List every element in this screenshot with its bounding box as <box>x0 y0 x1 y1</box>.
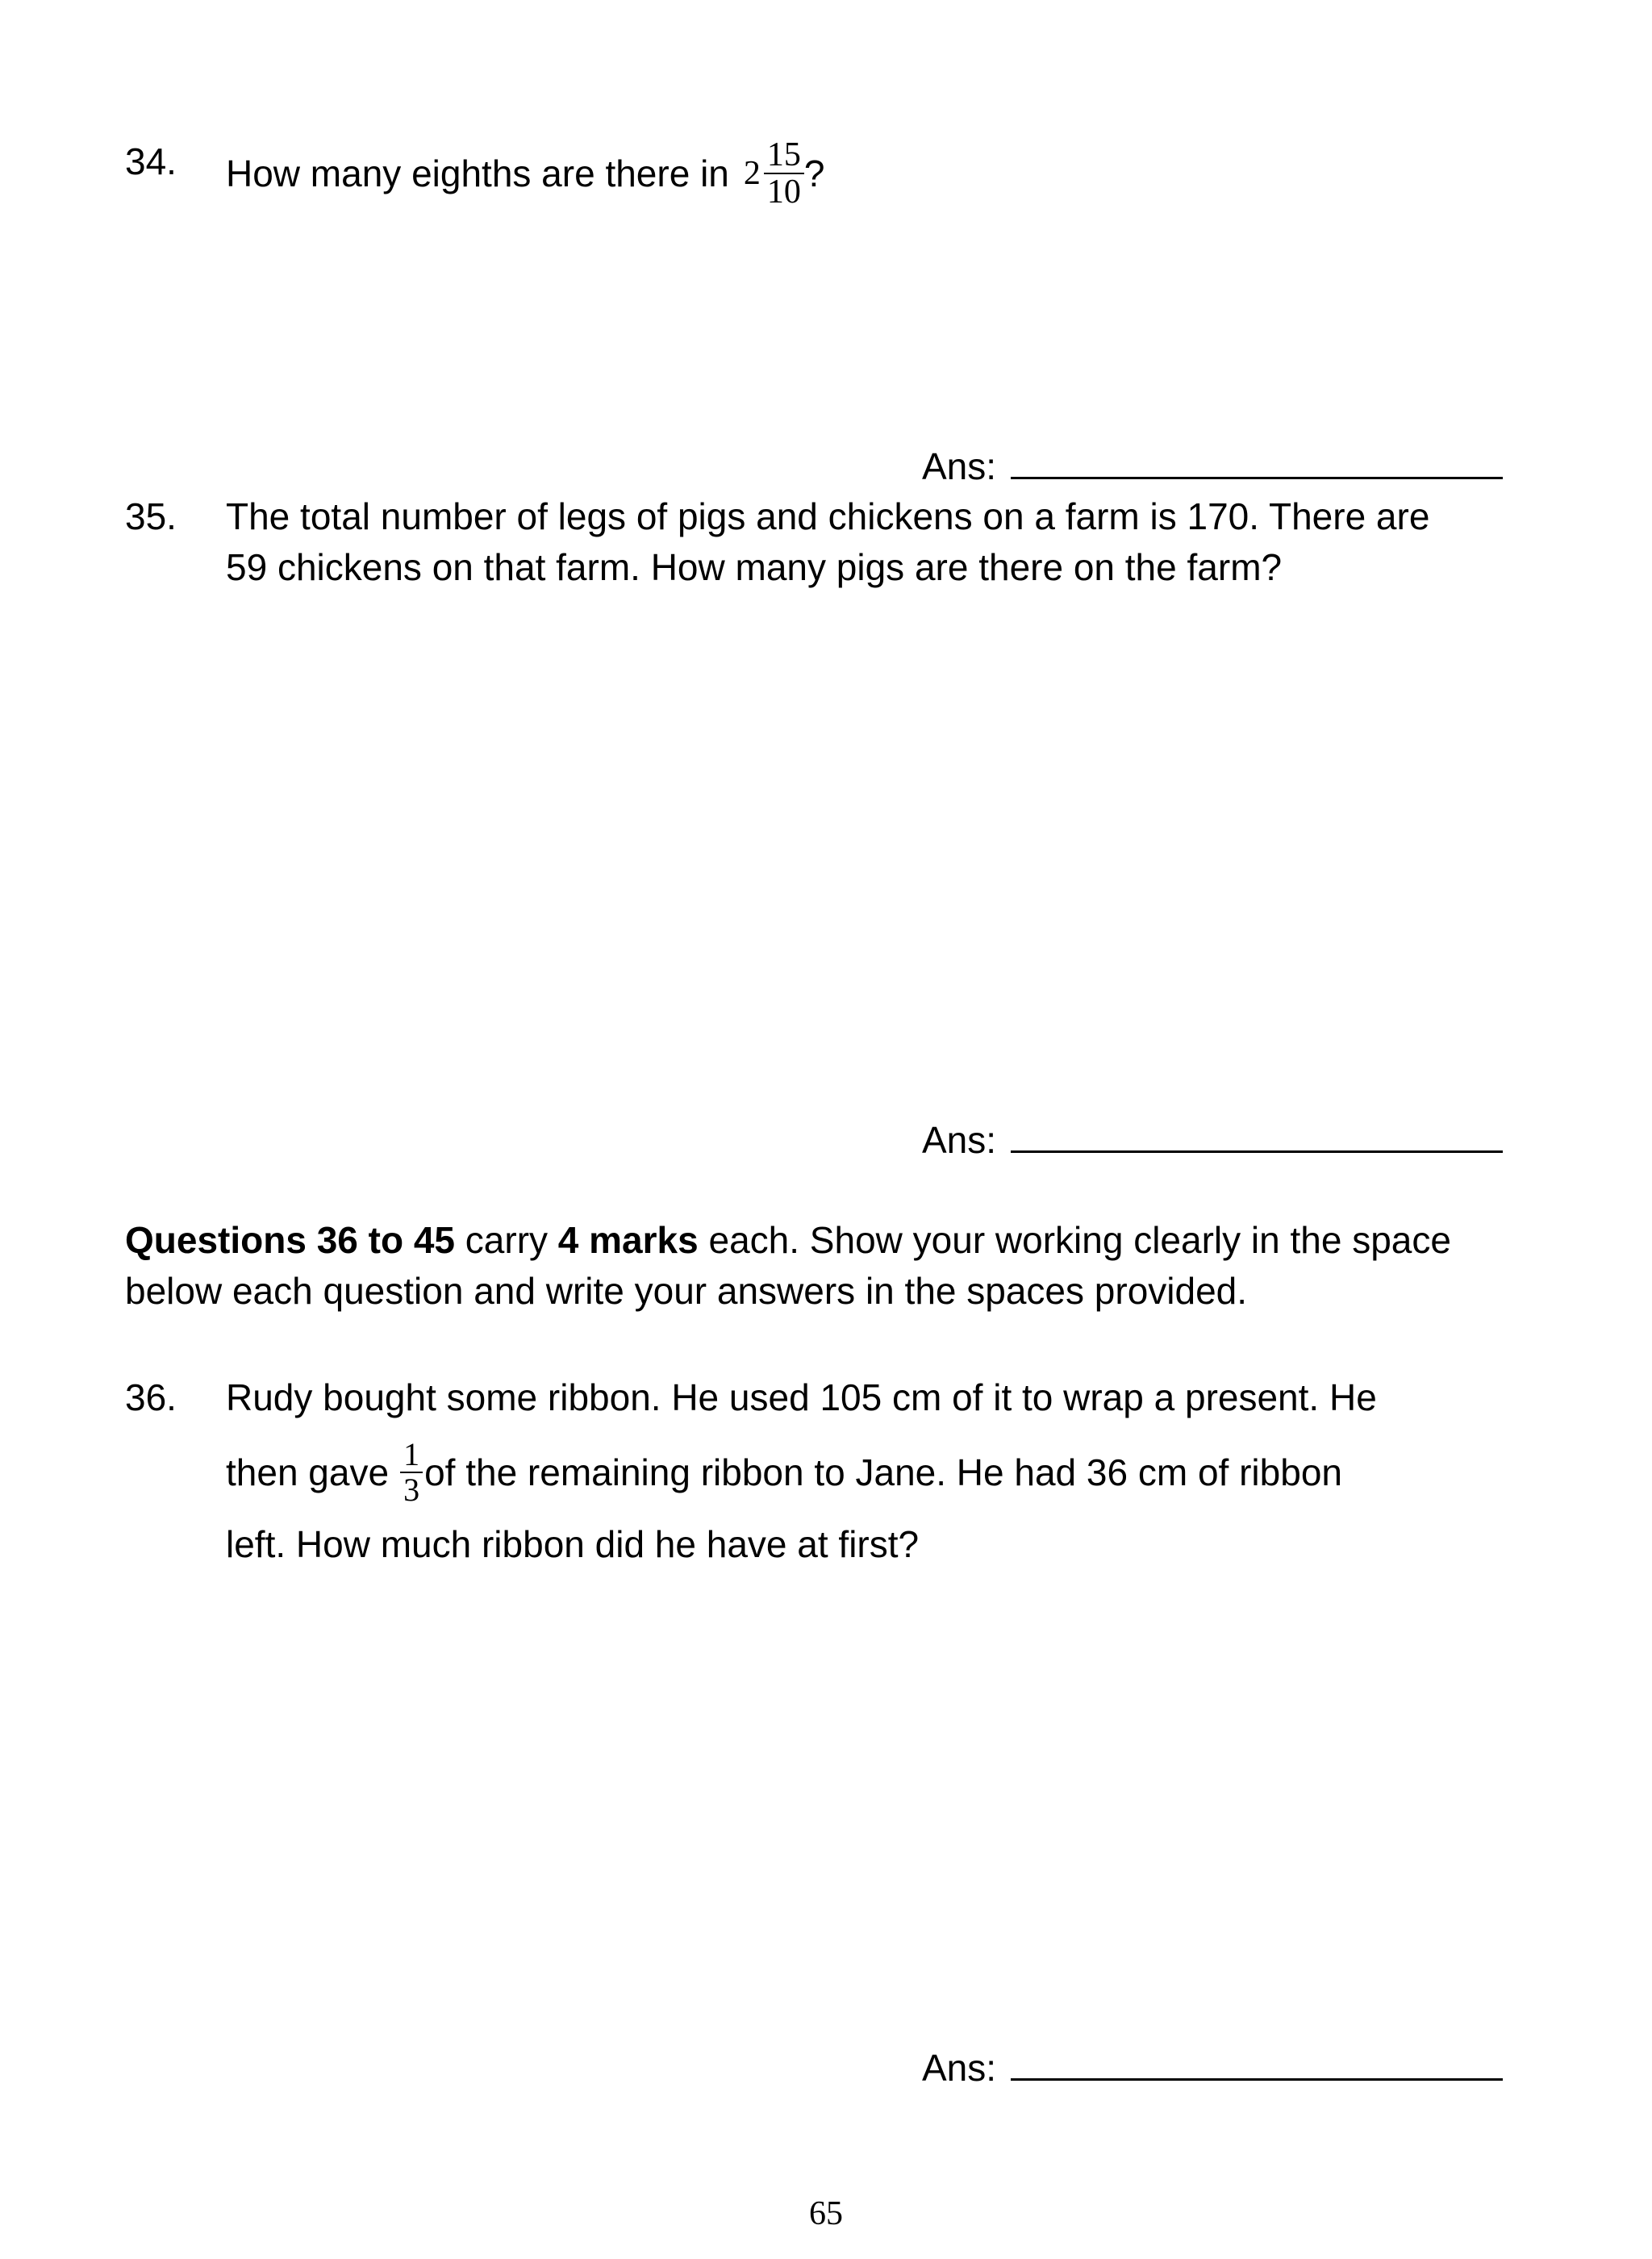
question-36-line-2-end: of the remaining ribbon to Jane. He had 36 cm of ribbon <box>424 1451 1342 1493</box>
page-number: 65 <box>809 2195 843 2232</box>
question-36-line-2 <box>226 1428 1342 1517</box>
question-36-line-2-start: then gave <box>226 1451 390 1493</box>
answer-label: Ans: <box>922 445 997 487</box>
question-36-line-3: left. How much ribbon did he have at first? <box>226 1523 920 1565</box>
answer-36 <box>922 2042 1503 2094</box>
answer-36-line[interactable] <box>1011 2051 1503 2081</box>
answer-label: Ans: <box>922 2047 997 2089</box>
question-35-line-2: 59 chickens on that farm. How many pigs are there on the farm? <box>226 546 1283 588</box>
question-36-line-1: Rudy bought some ribbon. He used 105 cm of it to wrap a present. He <box>226 1376 1377 1418</box>
answer-label: Ans: <box>922 1119 997 1161</box>
mixed-number-whole: 2 <box>743 155 761 192</box>
question-35-number: 35. <box>125 495 177 537</box>
question-35-line-1: The total number of legs of pigs and chickens on a farm is 170. There are <box>226 495 1430 537</box>
answer-34 <box>922 441 1503 492</box>
fraction-denominator: 10 <box>766 173 801 211</box>
answer-35-line[interactable] <box>1011 1123 1503 1153</box>
fraction-denominator: 3 <box>403 1472 420 1508</box>
fraction-numerator: 1 <box>400 1438 423 1473</box>
question-34-text <box>226 137 824 210</box>
one-third-fraction <box>400 1438 423 1507</box>
answer-35 <box>922 1114 1503 1166</box>
question-34-number: 34. <box>125 140 177 182</box>
instructions-marks: 4 marks <box>557 1219 699 1261</box>
question-34-mark: ? <box>803 152 825 194</box>
answer-34-line[interactable] <box>1011 449 1503 479</box>
fraction-numerator: 15 <box>764 137 804 174</box>
mixed-number-fraction <box>764 137 804 210</box>
instructions-question-range: Questions 36 to 45 <box>125 1219 456 1261</box>
instructions-text-1: carry <box>455 1219 558 1261</box>
instructions-text-2: each. Show your working clearly in the space below each question and write your answers in the spaces provided. <box>125 1219 1451 1312</box>
question-34-prompt: How many eighths are there in <box>226 152 729 194</box>
question-36-number: 36. <box>125 1376 177 1418</box>
section-instructions <box>125 1215 1545 1317</box>
